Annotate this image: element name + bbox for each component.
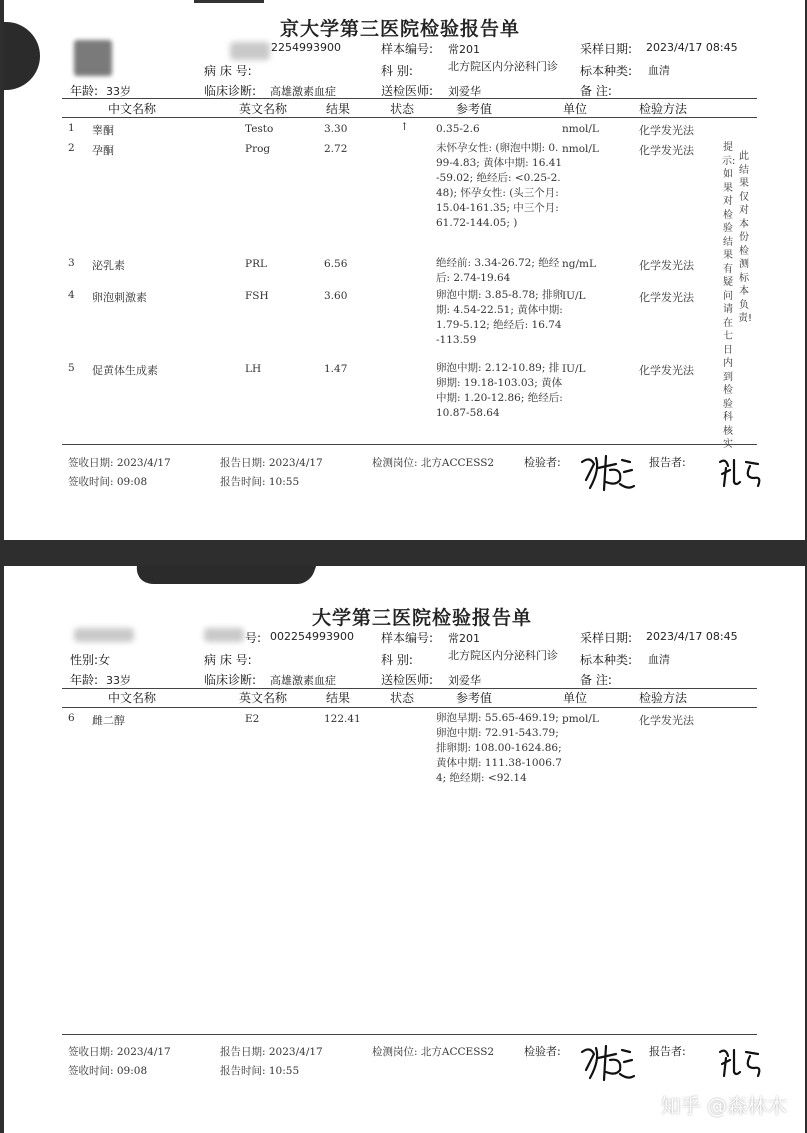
diagnosis: 高雄激素血症 — [270, 674, 336, 687]
row-en-name: LH — [245, 363, 262, 375]
row-reference: 绝经前: 3.34-26.72; 绝经后: 2.74-19.64 — [436, 257, 560, 284]
sample-date-label: 采样日期: — [580, 42, 633, 56]
diagnosis-label: 临床诊断: — [204, 84, 257, 98]
age: 33岁 — [106, 674, 131, 687]
report-page-2 — [4, 566, 805, 1133]
reporter-signature — [714, 1042, 766, 1082]
row-en-name: FSH — [245, 290, 269, 302]
row-cn-name: 雌二醇 — [92, 714, 125, 727]
row-unit: nmol/L — [562, 143, 599, 155]
row-unit: ng/mL — [562, 258, 596, 270]
sample-date: 2023/4/17 08:45 — [646, 630, 738, 643]
row-en-name: Prog — [245, 143, 271, 155]
sample-no: 常201 — [448, 43, 480, 56]
row-no: 4 — [68, 289, 75, 301]
side-note-right: 此结果仅对本份检测标本负责! — [738, 151, 753, 324]
row-unit: pmol/L — [562, 713, 599, 725]
row-status: ↑ — [400, 121, 409, 133]
torn-strip — [130, 566, 319, 584]
remarks-label: 备 注: — [580, 673, 612, 687]
report-date: 报告日期: 2023/4/17 — [220, 1046, 323, 1058]
specimen-label: 标本种类: — [580, 653, 633, 667]
col-status: 状态 — [390, 691, 415, 705]
id-label-partial: 号: — [245, 631, 262, 645]
row-reference: 卵泡中期: 3.85-8.78; 排卵期: 4.54-22.51; 黄体中期: 1.79-5.12; 绝经后: 16.74-113.59 — [436, 289, 564, 346]
age-label: 年龄: — [70, 673, 99, 687]
row-cn-name: 孕酮 — [92, 144, 114, 157]
row-no: 5 — [68, 362, 75, 374]
row-method: 化学发光法 — [639, 144, 694, 157]
row-result: 3.60 — [324, 290, 348, 302]
torn-corner — [4, 22, 40, 90]
reporter-label: 报告者: — [649, 1045, 686, 1058]
redacted-name — [74, 40, 112, 76]
doctor-label: 送检医师: — [381, 84, 434, 98]
row-no: 1 — [68, 122, 75, 134]
redacted-id-label — [204, 628, 244, 642]
row-unit: IU/L — [562, 290, 586, 302]
diagnosis: 高雄激素血症 — [270, 85, 336, 98]
row-reference: 卵泡中期: 2.12-10.89; 排卵期: 19.18-103.03; 黄体中期: 1.20-12.86; 绝经后: 10.87-58.64 — [436, 362, 563, 419]
row-result: 6.56 — [324, 258, 348, 270]
row-result: 3.30 — [324, 123, 348, 135]
col-method: 检验方法 — [639, 102, 688, 116]
row-no: 6 — [68, 712, 75, 724]
row-cn-name: 促黄体生成素 — [92, 364, 158, 377]
sample-date-label: 采样日期: — [580, 631, 633, 645]
diagnosis-label: 临床诊断: — [204, 673, 257, 687]
report-page-1 — [4, 0, 805, 540]
sample-no-label: 样本编号: — [381, 631, 434, 645]
tester-signature — [576, 450, 636, 494]
col-unit: 单位 — [563, 691, 588, 705]
column-divider — [62, 707, 757, 708]
tester-signature — [576, 1040, 636, 1084]
sample-no-label: 样本编号: — [381, 42, 434, 56]
station: 检测岗位: 北方ACCESS2 — [372, 1046, 495, 1058]
footer-divider — [62, 1034, 757, 1035]
row-method: 化学发光法 — [639, 364, 694, 377]
reporter-signature — [714, 452, 766, 492]
row-result: 2.72 — [324, 143, 348, 155]
redacted-id-prefix — [230, 42, 270, 60]
col-status: 状态 — [390, 102, 415, 116]
report-time: 报告时间: 10:55 — [220, 476, 300, 488]
dept: 北方院区内分泌科门诊 — [448, 649, 558, 662]
dept: 北方院区内分泌科门诊 — [448, 60, 558, 73]
row-reference: 未怀孕女性: (卵泡中期: 0.99-4.83; 黄体中期: 16.41-59.02; 绝经后: <0.25-2.48); 怀孕女性: (头三个月: 15.04-161.35; 中三个月: 61.72-144.05; ) — [436, 142, 563, 229]
remarks-label: 备 注: — [580, 84, 612, 98]
row-reference: 0.35-2.6 — [436, 123, 480, 135]
patient-id: 2254993900 — [271, 41, 341, 54]
dept-label: 科 别: — [381, 653, 413, 667]
col-result: 结果 — [326, 102, 351, 116]
col-result: 结果 — [326, 691, 351, 705]
receive-time: 签收时间: 09:08 — [68, 1065, 148, 1077]
doctor: 刘爱华 — [448, 85, 481, 98]
row-cn-name: 泌乳素 — [92, 259, 125, 272]
station: 检测岗位: 北方ACCESS2 — [372, 457, 495, 469]
row-no: 2 — [68, 142, 75, 154]
gender-label: 性别:女 — [70, 653, 111, 667]
sample-no: 常201 — [448, 632, 480, 645]
row-method: 化学发光法 — [639, 291, 694, 304]
row-no: 3 — [68, 257, 75, 269]
side-note-left: 提示:如果对检验结果有疑问请在七日内到检验科核 — [722, 142, 736, 437]
doctor-label: 送检医师: — [381, 673, 434, 687]
row-method: 化学发光法 — [639, 259, 694, 272]
receive-date: 签收日期: 2023/4/17 — [68, 457, 171, 469]
tester-label: 检验者: — [524, 1045, 561, 1058]
receive-date: 签收日期: 2023/4/17 — [68, 1046, 171, 1058]
tester-label: 检验者: — [524, 456, 561, 469]
watermark: 知乎 @森林木 — [660, 1094, 787, 1118]
age: 33岁 — [106, 85, 131, 98]
specimen-label: 标本种类: — [580, 64, 633, 78]
report-date: 报告日期: 2023/4/17 — [220, 457, 323, 469]
specimen: 血清 — [648, 64, 670, 77]
row-en-name: PRL — [245, 258, 267, 270]
row-en-name: Testo — [245, 123, 274, 135]
row-unit: nmol/L — [562, 123, 599, 135]
col-method: 检验方法 — [639, 691, 688, 705]
header-divider — [62, 98, 757, 99]
reporter-label: 报告者: — [649, 456, 686, 469]
top-scrap — [194, 0, 264, 3]
age-label: 年龄: — [70, 84, 99, 98]
col-cn-name: 中文名称 — [108, 691, 157, 705]
specimen: 血清 — [648, 653, 670, 666]
col-unit: 单位 — [563, 102, 588, 116]
doctor: 刘爱华 — [448, 674, 481, 687]
row-en-name: E2 — [245, 713, 260, 725]
dept-label: 科 别: — [381, 64, 413, 78]
bed-label: 病 床 号: — [204, 653, 252, 667]
row-unit: IU/L — [562, 363, 586, 375]
sample-date: 2023/4/17 08:45 — [646, 41, 738, 54]
report-title: 大学第三医院检验报告单 — [312, 607, 533, 629]
patient-id: 002254993900 — [270, 630, 354, 643]
col-en-name: 英文名称 — [239, 691, 288, 705]
row-reference: 卵泡早期: 55.65-469.19; 卵泡中期: 72.91-543.79; 排卵期: 108.00-1624.86; 黄体中期: 111.38-1006.74; 绝经期: <92.14 — [436, 712, 562, 784]
row-cn-name: 卵泡刺激素 — [92, 291, 147, 304]
row-cn-name: 睾酮 — [92, 124, 114, 137]
footer-divider — [62, 444, 757, 445]
bed-label: 病 床 号: — [204, 64, 252, 78]
col-en-name: 英文名称 — [239, 102, 288, 116]
column-divider — [62, 117, 757, 118]
receive-time: 签收时间: 09:08 — [68, 476, 148, 488]
row-method: 化学发光法 — [639, 714, 694, 727]
report-title: 京大学第三医院检验报告单 — [280, 18, 521, 40]
report-time: 报告时间: 10:55 — [220, 1065, 300, 1077]
row-method: 化学发光法 — [639, 124, 694, 137]
col-cn-name: 中文名称 — [108, 102, 157, 116]
col-reference: 参考值 — [456, 691, 493, 705]
row-result: 1.47 — [324, 363, 348, 375]
row-result: 122.41 — [324, 713, 361, 725]
redacted-name — [74, 628, 134, 642]
col-reference: 参考值 — [456, 102, 493, 116]
